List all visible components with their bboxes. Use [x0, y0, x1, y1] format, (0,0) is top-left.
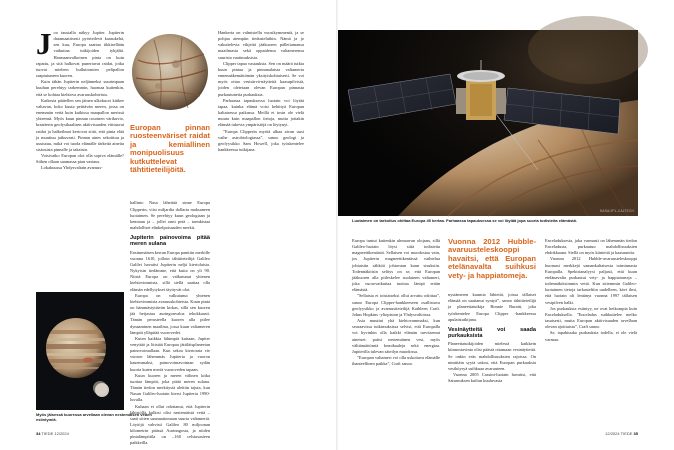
left-col-2	[130, 123, 210, 446]
paragraph: Lokakuussa Yhdysvaltain avaruus-	[41, 165, 103, 171]
paragraph: ”Sellaista ei toistaiseksi ollut arvattu odottaa”, sanoo Europa Clipper-hankkeeseen osallistuva geofyysikko ja avaruustieteilijä Kathleen Craft. Johns Hopkins -yliopiston ja Yhdysvaltoissa.	[352, 293, 440, 317]
paragraph: Kuin tähän Jupiterin neljänneksi suurimpaan kuuhun perehtyy tarkemmin, huomaa kuitenkin, että se kohtaa kiehtova avaruuskohteista.	[36, 79, 124, 97]
pull-quote: Vuonna 2012 Hubble-avaruusteleskooppi havaitsi, että Europan etelänavalta suihkusi vety- ja happiatomeja.	[448, 237, 536, 280]
spacecraft-graphic	[338, 30, 638, 216]
europa-surface-image	[130, 30, 210, 114]
paragraph: Parhaassa tapauksessa luotain voi löytää tapaa, kuinka elämä voisi kehittyä Europan kaltaisessa paikassa. Meillä ei tosin ole vielä muuta kuin maapallon tietoja, mutta joitakin elämää tukevia ympäristöjä on löytynyt.	[218, 97, 304, 128]
paragraph: Hankerta on valmistellu vuosikymmeniä, ja se pohjaa aiempiin tiedusteluihin. Nämä ja jo vakuttelevia vihjeitä jääkuoren pälletiamansa maailmasta sekä oppaidensa valtamerensa suurista vaatimuksista.	[218, 30, 304, 60]
pull-quote: Europan pinnan ruosteenväriset raidat ja kemiallinen monipuolisuus kutkuttelevat tähtitieteilijöitä.	[130, 123, 210, 175]
right-col-1	[352, 238, 440, 426]
paragraph: Se, tapahtuuko purkauksia todella, ei ole vielä varmaa.	[545, 330, 637, 342]
paragraph: Jos purkauksia esiintyy, ne ovat heikompia kuin Enceladuksella. ”Enceladus suihkuttelee melko tasaisesti, mutta Europan aktiivisuuden arvellaan olevan ajoittaista”, Craft sanoo.	[545, 305, 637, 330]
folio-text: 12/2024 TIEDE	[605, 431, 633, 436]
paragraph: Voisivatko Europan olot olla sopiva elämälle? Siihen ollaan saamassa pian vastaus.	[36, 153, 124, 165]
paragraph: Kaikesta päätellen sen jäinen ulkokuori kätkee valtavan, koko kuuta peittävän meren, jossa on enemmän vettä kuin kaikissa maapallon merissä yhteensä. Myös kuun pinnan rosoinen värikuvio, kraatterin geofysikaalisen aktiivisuuden viittaavat raidat ja halkeilmat kertovat siitä, että pinta elää ja muuttuu jatkuvasti. Pinnan aines sekoittuu ja uusiutuu, mikä voi tuoda elämälle tärkeitä aineita sisäosista pinnalle ja takaisin.	[36, 97, 124, 152]
paragraph: hallinto Nasa lähettää sinne Europa Clipperin, viisi miljardia dollaria maksaneen luotaimen. Se perehtyy kuun geologiaan ja kemiaan ja – jollei onni petä – tarmkistaa mahdolliset elinkelpoisuuden merkit.	[130, 200, 210, 231]
paragraph: oo taustalla näkyy Jupiter. Jupiterin draamaattisesti pyörteilevä kaasukehä, sen kuu, Europa saattaa tikkisellään vaikuttaa tutkijoiden tyhjältä. Harmaanvalkoinen pinta on kuin rapattu, ja sitä halkovat punertavat raidat, jotka tuovat mieleen hulluttomien pelipallon raapiutuneen kuoren.	[36, 30, 124, 79]
image-credit: NASA/JPL-CALTECH	[600, 209, 634, 213]
page-number: 35	[633, 431, 638, 436]
right-col-2	[448, 238, 536, 426]
paragraph: ”Europan valtameri voi olla uskottava elämälle ihanteellinen paikka”, Craft sanoo.	[352, 354, 440, 367]
paragraph: Kuten kaikkia lähimpiä kuitaan, Jupiter venyttää ja litistää Europaa jättiläisplaneetan painovoimallaan. Kun sekoa kiertorata vie vuoron lähemmäs Jupiteria ja vuoron kauemmaksi, painovoimavoiman sydän kuorta kuten meriä vuoroveden tapaan.	[130, 335, 210, 372]
paragraph: Asia muuttui yhä kiehtovammaksi, kun seuraavissa tutkimuksissa selvisi, että Europalla voi hyvinkin olla kaikki elämän tarvitsemat aineiset: paitsi nestemäinen vesi, myös välttämättömiä kemikaaleja sekä energiaa. Jupiterilla tulevan säteilyn muodossa.	[352, 318, 440, 354]
paragraph: Clipper tapaa vastauksia. Sen on määrä tutkia kuun pintaa ja pinnanalaista valtamerta ennennäkemättömän yksityiskohtaisesti. Se voi myös ottaa vesisärvä-näytteitä kaasupilvistä, joiden oletetaan olevan Europan pinnasta purkautuneita purkauksia.	[218, 60, 304, 97]
left-col-3	[218, 30, 304, 425]
paragraph: Europa tuntui kuitenkin uhmaavan olojaan, sillä Galileo-luotain löysi siitä todisteita magneettikentästä. Sellaisen voi muodostaa vain, jos Jupiterin magneettikentässä vaihtelua johtaisiin sähköä johtavaan kuun sisuksiin. Todennäköisin selitys on se, että Europan jääkuoren alla piileskelee suolainen valtameri, joka vuorovaikuttaa tuottaa läntpö erään elämästä.	[352, 238, 440, 293]
section-heading: Vesinäytteitä voi saada purkauksista	[448, 326, 536, 340]
europa-moon-graphic	[130, 30, 210, 114]
paragraph: Kuhaan ei ollut odottanut, että Jupiterin lähistöllä kulkisi olisi nestemäistä vettä – saati sitten suunnattomaan suuria valtameriä. Löytöjä vahvisti Galileo 80 miljoonan kilometrin päässä Aurinngosta, ja niiden pintalämpötila on –160 celsiusasteen paikkeilla.	[130, 403, 210, 446]
page-number: 34	[36, 431, 41, 436]
left-col-1	[36, 26, 124, 290]
right-photo-caption: Luotaimen on tarkoitus ohittaa Europa 45 kertaa. Parhaassa tapauksessa se voi löytää jopa suoria todisteita elämästä.	[352, 218, 577, 223]
section-heading: Jupiterin painovoima pitää meren sulana	[130, 235, 210, 248]
paragraph: Kuun kuoren ja meren välinen kitka tuottaa lämpöä, joka pitää meren sulana. Tämän tiedon merkitystä alettiin tajuta, kun Nasan Galileo-luotain kiersi Jupiteria 1990-luvulla.	[130, 372, 210, 403]
paragraph: Vuonna 2005 Cassini-luotain havaitsi, että Saturnuksen kuilun kuuluvasta	[448, 372, 536, 384]
left-photo-caption: Myös jäisessä kuoressa arvellaan olevan nestemäisen veden esiintymiä.	[36, 412, 152, 422]
paragraph: Vuonna 2012 Hubble-avaruusteleskooppi huomasi merkkejä samankaltaisesta toiminnasta Europalla. Spektrianalyysi paljasti, että kuun etelänavalta purkautui vety- ja happiatomeja – todennäköisimmin vettä. Kun sittemmin Galileo-luotaimen tietoja tarkasteltiin uudelleen, kävi ilmi, että luotain oli lentänyt vuonna 1997 tällaisen vesipilven halki.	[545, 256, 637, 305]
right-col-3	[545, 238, 637, 426]
paragraph: nystämeren kuumia lähteitä, joissa tällaiset elämää on saattanut syntyä”, sanoo tähtitieteilijä ja planeettatutkija Bonnie Buratti, joka työskentelee Europa Clipper -hankkeessa apulaistutkijana.	[448, 292, 536, 322]
jupiter-graphic	[36, 292, 124, 410]
europa-clipper-illustration	[338, 30, 638, 216]
paragraph: Planeettatutkijoiden mielestä kaikkein kiinnostavinta olisi päästä ottamaan vesinäytteitä. Se onkin eräs mahdollisuuksien rajoissa. On nimittäin syytä uskoa, että Europan purkauksia vesihöyryä suihkuaa avaruuteen.	[448, 341, 536, 371]
dropcap: J	[36, 26, 52, 61]
right-folio	[605, 431, 638, 436]
paragraph: Enceladuksesta, joka varmasti on lähemmän tiedon Enceladusta, purkautuu mahdollisuuksien ehdokkaana. Siellä on myös kiinteitä ja kaasuuntia.	[545, 238, 637, 256]
jupiter-europa-photo	[36, 292, 124, 410]
paragraph: Europa on valkutunut yhtenen kiehtovimmista avaruuskohteista. Kuun pinta on hämmästyttävän kirkas, sillä sen kuoren jää heijastaa auringonvaloa tehokkaasti. Tämän perusteella kuoren alla piilee dynaaminen maailma, jossa kuun valtameren lämpöä ylläpitää vuorovedet.	[130, 292, 210, 335]
left-folio	[36, 431, 69, 436]
paragraph: Ensimmäisen kerran Europa panttiin merkille vuonna 1610, jolloin tähtitieteilijä Galileo Galilei havaitsi Jupiterin neljä kiertolaista. Nykyisin tiedämme, että kuita on yli 90. Niistä Europa on valkutunut yhtenen kiehtovimmista, sillä siellä saattaa olla elämän edellytykset täyttyvät olot.	[130, 249, 210, 292]
paragraph: ”Europa Clipperin myötä alkaa aivan uusi vaihe astrobiologiassa”, sanoo geologi ja geofyysikko Sam Howell, joka työskentelee hankkeessa tutkijana.	[218, 128, 304, 152]
folio-text: TIEDE 12/2024	[41, 431, 69, 436]
